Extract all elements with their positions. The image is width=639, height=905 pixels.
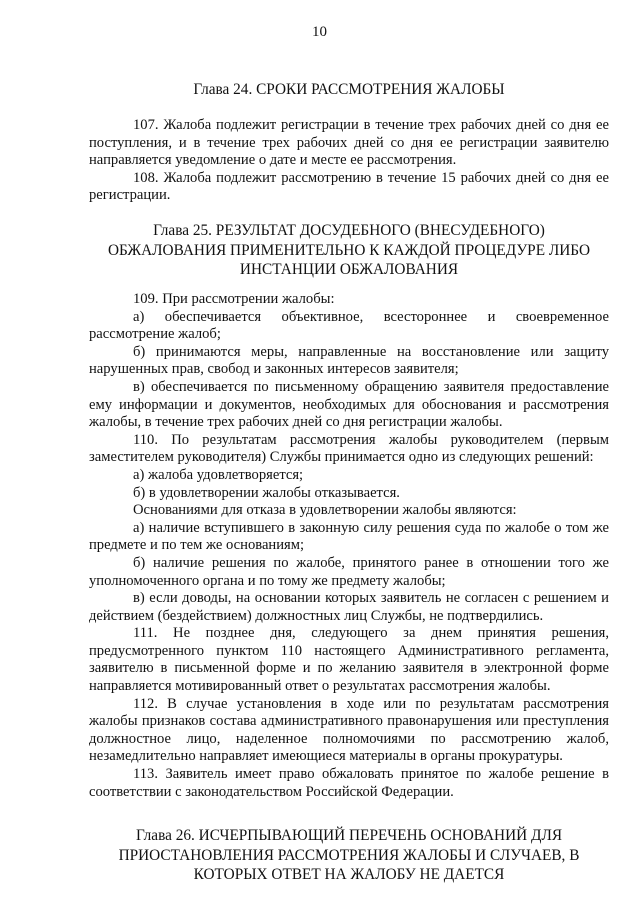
paragraph-110: 110. По результатам рассмотрения жалобы руководителем (первым заместителем руководителя) Службы принимается одно из следующих решений: (89, 431, 609, 466)
refusal-ground-b: б) наличие решения по жалобе, принятого ранее в отношении того же уполномоченного органа и по тому же предмету жалобы; (89, 554, 609, 589)
paragraph-109-a: а) обеспечивается объективное, всестороннее и своевременное рассмотрение жалоб; (89, 308, 609, 343)
chapter-26-title-line-3: КОТОРЫХ ОТВЕТ НА ЖАЛОБУ НЕ ДАЕТСЯ (193, 866, 505, 883)
chapter-26-title-line-2: ПРИОСТАНОВЛЕНИЯ РАССМОТРЕНИЯ ЖАЛОБЫ И СЛУЧАЕВ, В (118, 846, 580, 864)
chapter-25-body (89, 291, 609, 801)
paragraph-107: 107. Жалоба подлежит регистрации в течение трех рабочих дней со дня ее поступления, и в течение трех рабочих дней со дня ее регистрации заявителю направляется уведомление о дате и месте ее рассмотрения. (89, 117, 609, 169)
chapter-26-heading-block (89, 826, 609, 885)
paragraph-109-b: б) принимаются меры, направленные на восстановление или защиту нарушенных прав, свобод и законных интересов заявителя; (89, 343, 609, 378)
refusal-ground-v: в) если доводы, на основании которых заявитель не согласен с решением и действием (бездействием) должностных лиц Службы, не подтвердились. (89, 590, 609, 624)
chapter-24-heading-block (89, 80, 609, 100)
refusal-ground-a: а) наличие вступившего в законную силу решения суда по жалобе о том же предмете и по тем же основаниям; (89, 519, 609, 554)
refusal-grounds-intro: Основаниями для отказа в удовлетворении жалобы являются: (133, 502, 517, 519)
paragraph-108: 108. Жалоба подлежит рассмотрению в течение 15 рабочих дней со дня ее регистрации. (89, 169, 609, 204)
chapter-25-title-line-1: Глава 25. РЕЗУЛЬТАТ ДОСУДЕБНОГО (ВНЕСУДЕБНОГО) (153, 222, 545, 239)
paragraph-109-v: в) обеспечивается по письменному обращению заявителя предоставление ему информации и документов, необходимых для обоснования и рассмотрения жалобы, в течение трех рабочих дней со дня регистрации жалобы. (89, 378, 609, 431)
chapter-25-title-line-3: ИНСТАНЦИИ ОБЖАЛОВАНИЯ (239, 261, 459, 278)
page-number: 10 (312, 24, 327, 40)
chapter-24-title: Глава 24. СРОКИ РАССМОТРЕНИЯ ЖАЛОБЫ (193, 81, 505, 98)
paragraph-109: 109. При рассмотрении жалобы: (133, 291, 335, 307)
paragraph-112: 112. В случае установления в ходе или по результатам рассмотрения жалобы признаков состава административного правонарушения или преступления должностное лицо, наделенное полномочиями по рассмотрению жалоб, незамедлительно направляет имеющиеся материалы в органы прокуратуры. (89, 695, 609, 765)
paragraph-111: 111. Не позднее дня, следующего за днем принятия решения, предусмотренного пунктом 110 настоящего Административного регламента, заявителю в письменной форме и по желанию заявителя в электронной форме направляется мотивированный ответ о результатах рассмотрения жалобы. (89, 625, 609, 695)
chapter-25-heading-block (89, 221, 609, 280)
chapter-26-title-line-1: Глава 26. ИСЧЕРПЫВАЮЩИЙ ПЕРЕЧЕНЬ ОСНОВАНИЙ ДЛЯ (135, 827, 563, 844)
chapter-25-title-line-2: ОБЖАЛОВАНИЯ ПРИМЕНИТЕЛЬНО К КАЖДОЙ ПРОЦЕДУРЕ ЛИБО (107, 241, 591, 259)
paragraph-110-a: а) жалоба удовлетворяется; (133, 466, 304, 483)
paragraph-110-b: б) в удовлетворении жалобы отказывается. (133, 484, 400, 501)
paragraph-113: 113. Заявитель имеет право обжаловать принятое по жалобе решение в соответствии с законодательством Российской Федерации. (89, 766, 609, 800)
chapter-24-body (89, 117, 609, 205)
